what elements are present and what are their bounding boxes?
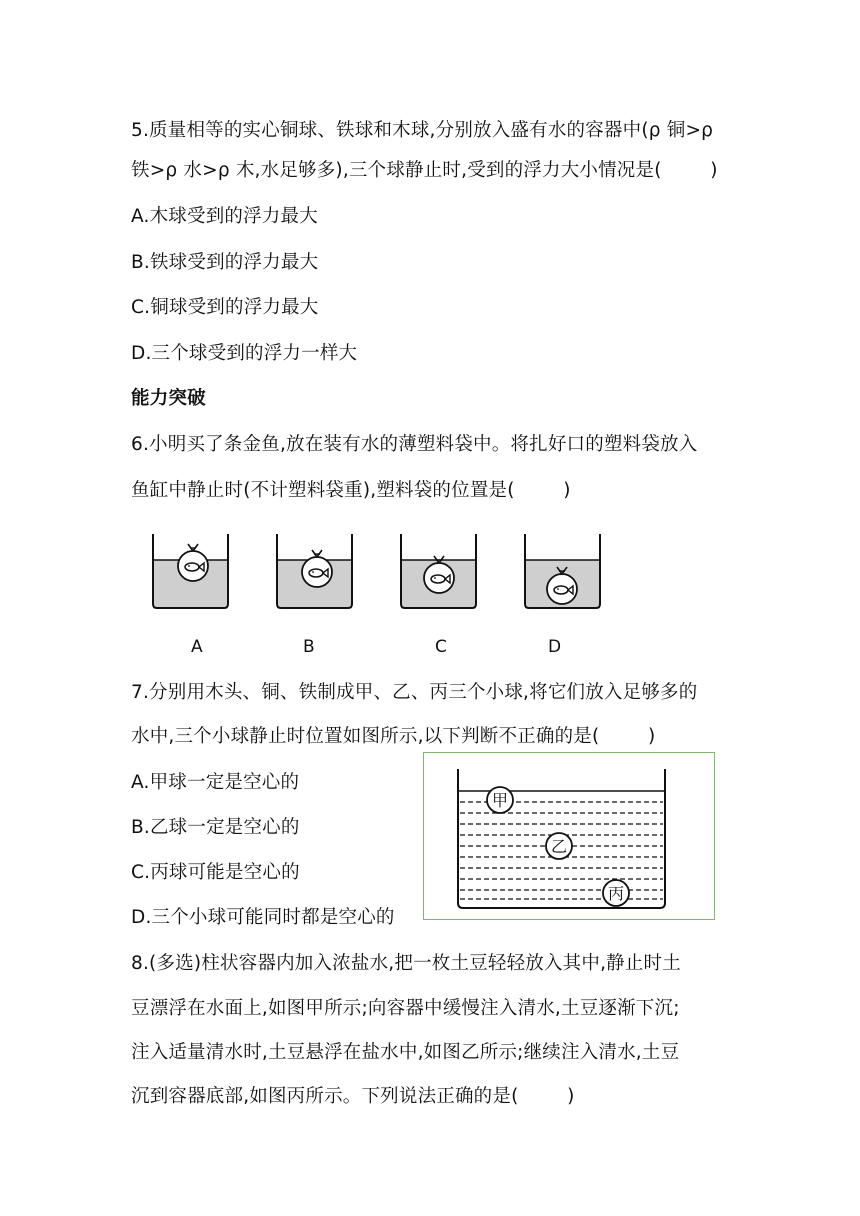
q5-option-b: B.铁球受到的浮力最大 <box>131 252 319 273</box>
ball-jia-label: 甲 <box>491 791 509 810</box>
q5-stem-line2: 铁>ρ 水>ρ 木,水足够多),三个球静止时,受到的浮力大小情况是( ) <box>131 160 718 181</box>
q6-figure-label-c: C <box>435 637 447 657</box>
tank-a <box>153 534 228 608</box>
q7-stem-line2: 水中,三个小球静止时位置如图所示,以下判断不正确的是( ) <box>131 726 656 747</box>
q7-option-b: B.乙球一定是空心的 <box>131 817 300 838</box>
q5-stem-line1: 5.质量相等的实心铜球、铁球和木球,分别放入盛有水的容器中(ρ 铜>ρ <box>131 120 714 141</box>
q7-option-d: D.三个小球可能同时都是空心的 <box>131 907 395 928</box>
q5-option-d: D.三个球受到的浮力一样大 <box>131 343 358 364</box>
ball-bing-label: 丙 <box>607 884 625 903</box>
q8-stem-line4: 沉到容器底部,如图丙所示。下列说法正确的是( ) <box>131 1086 575 1107</box>
tank-c <box>401 534 476 608</box>
tank-d <box>525 534 600 608</box>
q6-stem-line1: 6.小明买了条金鱼,放在装有水的薄塑料袋中。将扎好口的塑料袋放入 <box>131 434 698 455</box>
ball-jia <box>487 787 513 813</box>
q7-figure-frame <box>423 752 715 920</box>
q6-figure-label-b: B <box>303 637 315 657</box>
section-title: 能力突破 <box>131 388 206 409</box>
q8-stem-line3: 注入适量清水时,土豆悬浮在盐水中,如图乙所示;继续注入清水,土豆 <box>131 1042 680 1063</box>
q6-stem-line2: 鱼缸中静止时(不计塑料袋重),塑料袋的位置是( ) <box>131 480 571 501</box>
q8-stem-line1: 8.(多选)柱状容器内加入浓盐水,把一枚土豆轻轻放入其中,静止时土 <box>131 953 681 974</box>
q7-option-a: A.甲球一定是空心的 <box>131 772 300 793</box>
q7-option-c: C.丙球可能是空心的 <box>131 862 300 883</box>
tank-b <box>277 534 352 608</box>
q6-figure-label-a: A <box>191 637 203 657</box>
q7-figure <box>424 753 714 919</box>
q5-option-a: A.木球受到的浮力最大 <box>131 206 318 227</box>
ball-yi <box>546 833 572 859</box>
q7-stem-line1: 7.分别用木头、铜、铁制成甲、乙、丙三个小球,将它们放入足够多的 <box>131 682 698 703</box>
q5-option-c: C.铜球受到的浮力最大 <box>131 297 319 318</box>
ball-bing <box>603 880 629 906</box>
q8-stem-line2: 豆漂浮在水面上,如图甲所示;向容器中缓慢注入清水,土豆逐渐下沉; <box>131 998 680 1019</box>
q6-figure-label-d: D <box>548 637 562 657</box>
q6-figure <box>140 526 620 616</box>
ball-yi-label: 乙 <box>550 837 568 856</box>
